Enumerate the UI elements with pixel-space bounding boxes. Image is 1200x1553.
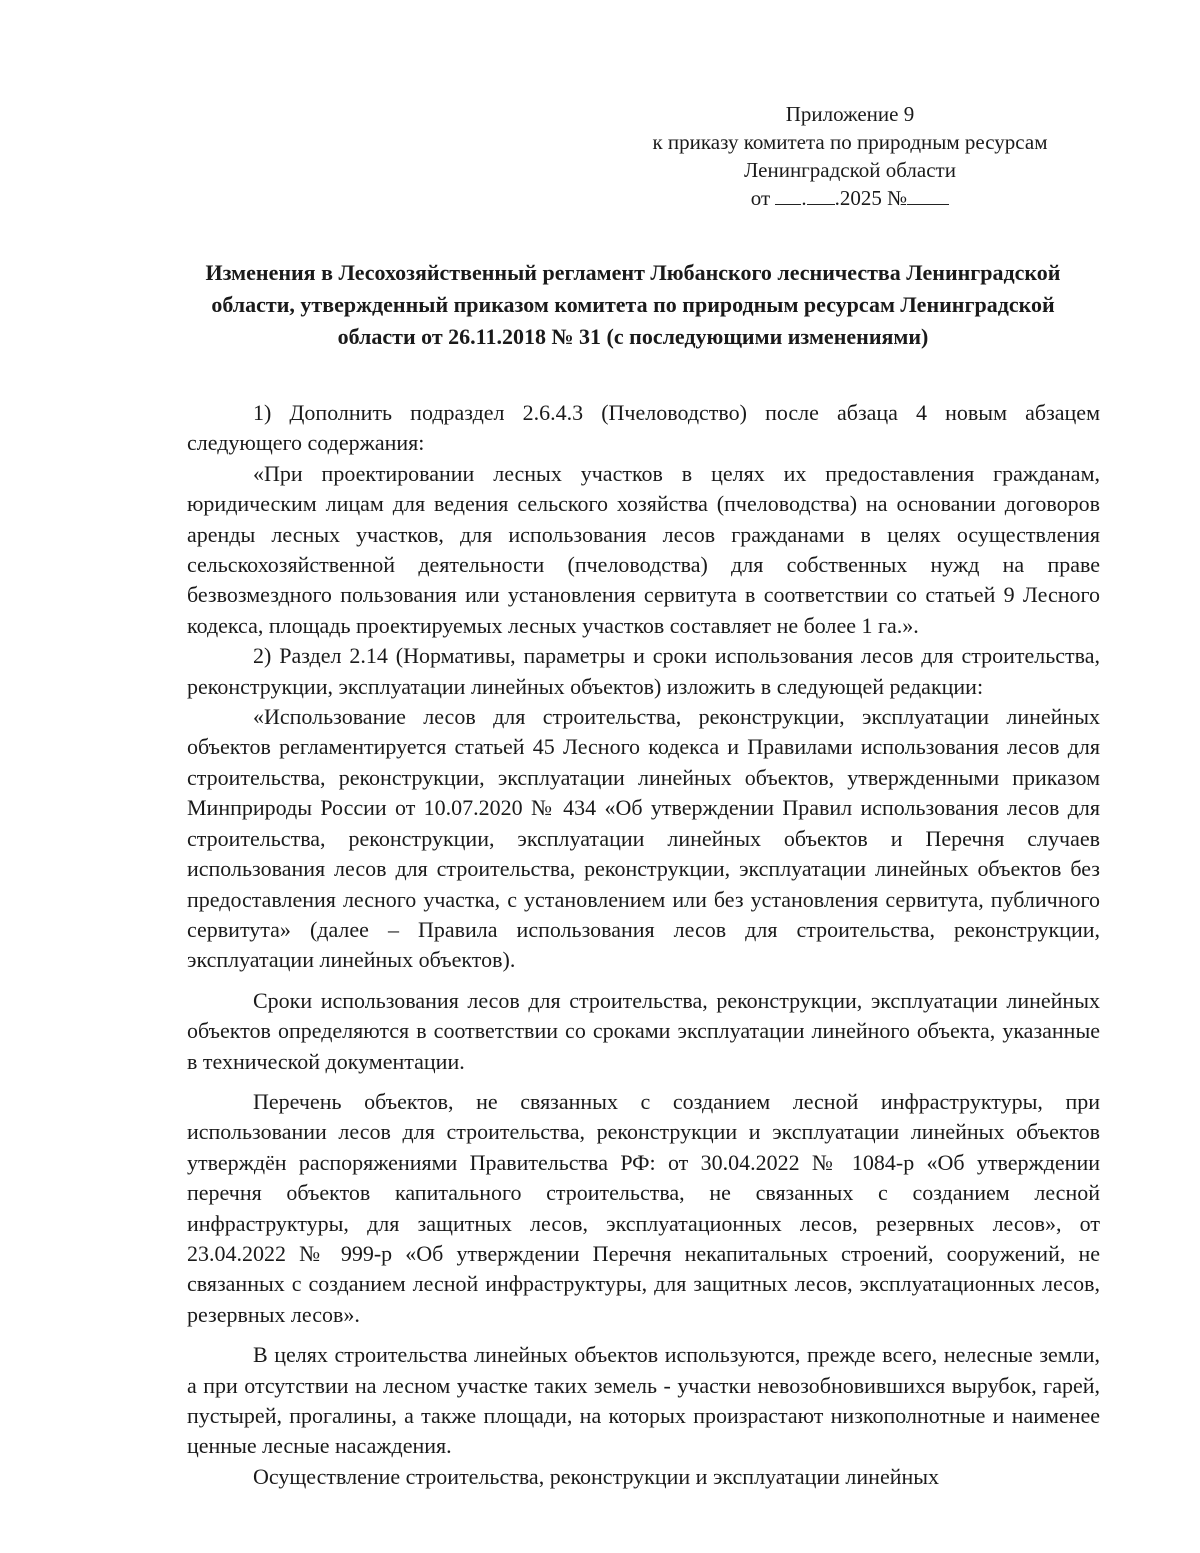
order-day-field bbox=[775, 184, 801, 205]
paragraph-objects-list: Перечень объектов, не связанных с созданием лесной инфраструктуры, при использовании лесов для строительства, реконструкции и эксплуатации линейных объектов утверждён распоряжениями Правительства РФ: от 30.04.2022 № 1084-р «Об утверждении перечня объектов капитального строительства, не связанных с созданием лесной инфраструктуры, для защитных лесов, эксплуатационных лесов, резервных лесов», от 23.04.2022 № 999-р «Об утверждении Перечня некапитальных строений, сооружений, не связанных с созданием лесной инфраструктуры, для защитных лесов, эксплуатационных лесов, резервных лесов». bbox=[187, 1088, 1100, 1327]
order-number-field bbox=[907, 184, 949, 205]
appendix-header bbox=[600, 100, 1100, 212]
appendix-number: Приложение 9 bbox=[785, 102, 915, 126]
order-prefix: от bbox=[750, 186, 771, 210]
paragraph-item-2: 2) Раздел 2.14 (Нормативы, параметры и сроки использования лесов для строительства, реконструкции, эксплуатации линейных объектов) изложить в следующей редакции: bbox=[187, 643, 1100, 699]
paragraph-quote-1: «При проектировании лесных участков в целях их предоставления гражданам, юридическим лицам для ведения сельского хозяйства (пчеловодства) на основании договоров аренды лесных участков, для использования лесов гражданами в целях осуществления сельскохозяйственной деятельности (пчеловодства) для собственных нужд на праве безвозмездного пользования или установления сервитута в соответствии со статьей 9 Лесного кодекса, площадь проектируемых лесных участков составляет не более 1 га.». bbox=[187, 460, 1100, 638]
order-month-field bbox=[807, 184, 835, 205]
paragraph-item-1: 1) Дополнить подраздел 2.6.4.3 (Пчеловодство) после абзаца 4 новым абзацем следующего содержания: bbox=[187, 400, 1100, 456]
paragraph-quote-2: «Использование лесов для строительства, реконструкции, эксплуатации линейных объектов регламентируется статьей 45 Лесного кодекса и Правилами использования лесов для строительства, реконструкции, эксплуатации линейных объектов, утвержденными приказом Минприроды России от 10.07.2020 № 434 «Об утверждении Правил использования лесов для строительства, реконструкции, эксплуатации линейных объектов и Перечня случаев использования лесов для строительства, реконструкции, эксплуатации линейных объектов без предоставления лесного участка, с установлением или без установления сервитута, публичного сервитута» (далее – Правила использования лесов для строительства, реконструкции, эксплуатации линейных объектов). bbox=[187, 704, 1100, 973]
document-body bbox=[187, 398, 1100, 1492]
paragraph-continuation: Осуществление строительства, реконструкции и эксплуатации линейных bbox=[253, 1463, 940, 1489]
appendix-order-ref: к приказу комитета по природным ресурсам bbox=[652, 130, 1048, 154]
appendix-region: Ленинградской области bbox=[744, 158, 956, 182]
order-year: .2025 № bbox=[834, 186, 908, 210]
paragraph-land-use: В целях строительства линейных объектов используются, прежде всего, нелесные земли, а при отсутствии на лесном участке таких земель - участки невозобновившихся вырубок, гарей, пустырей, прогалины, а также площади, на которых произрастают низкополнотные и наименее ценные лесные насаждения. bbox=[187, 1342, 1100, 1459]
paragraph-terms: Сроки использования лесов для строительства, реконструкции, эксплуатации линейных объектов определяются в соответствии со сроками эксплуатации линейного объекта, указанные в технической документации. bbox=[187, 987, 1100, 1074]
order-date-line: от . .2025 № bbox=[600, 184, 1100, 212]
document-title: Изменения в Лесохозяйственный регламент Любанского лесничества Ленинградской области, утвержденный приказом комитета по природным ресурсам Ленинградской области от 26.11.2018 № 31 (с последующими изменениями) bbox=[205, 260, 1061, 349]
